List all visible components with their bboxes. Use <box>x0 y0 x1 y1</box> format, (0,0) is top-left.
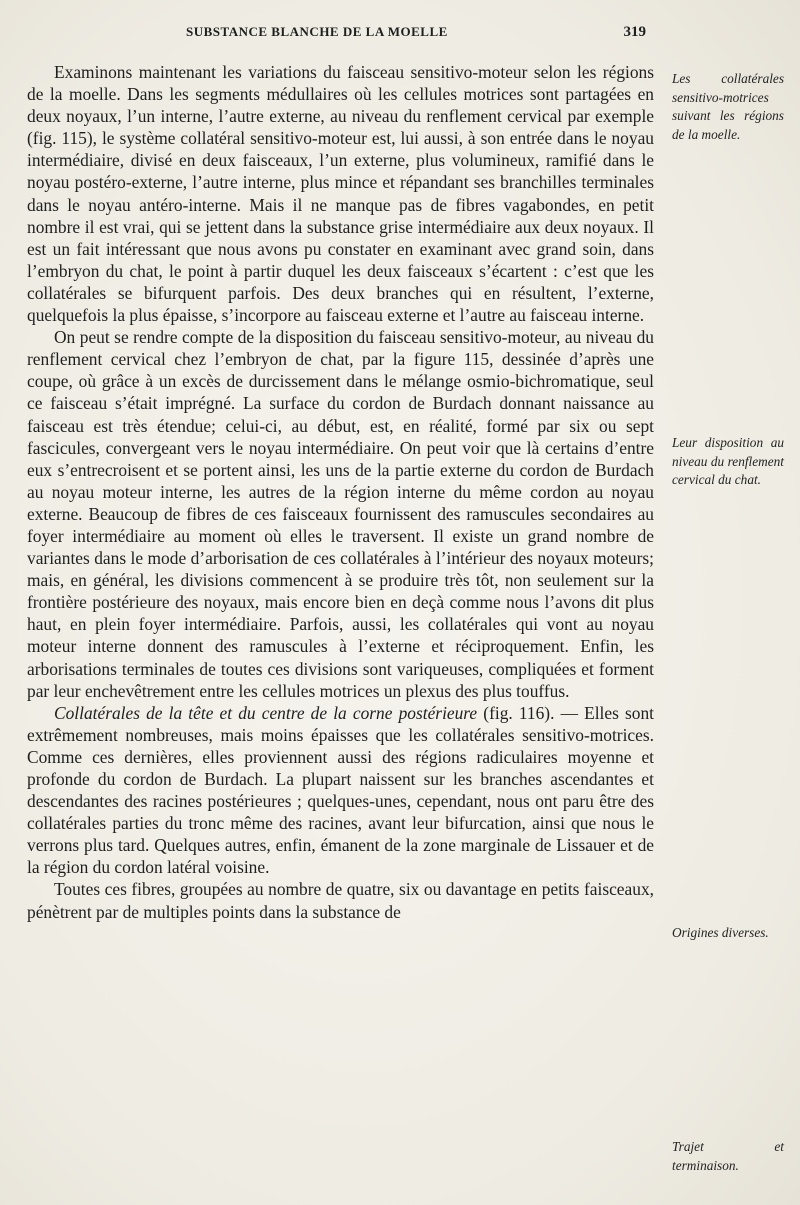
page-header <box>36 22 646 44</box>
margin-note-collaterales: Les collatérales sensitivo-motrices suivant les régions de la moelle. <box>672 71 784 142</box>
paragraph-variations <box>27 61 654 326</box>
paragraph-fibres <box>27 878 654 922</box>
paragraph-text: Examinons maintenant les variations du faisceau sensitivo-moteur selon les régions de la moelle. Dans les segments médullaires où les cellules motrices sont partagées en deux noyaux, l’un interne, l’autre externe, au niveau du renflement cervical par exemple (fig. 115), le système collatéral sensitivo-moteur est, lui aussi, à son entrée dans le noyau intermédiaire, divisé en deux faisceaux, l’un externe, plus volumineux, ramifié dans le noyau postéro-externe, l’autre interne, plus mince et répandant ses branchilles terminales dans le noyau antéro-interne. Mais il ne manque pas de fibres vagabondes, en petit nombre il est vrai, qui se jettent dans la substance grise intermédiaire aux deux noyaux. Il est un fait intéressant que nous avons pu constater en examinant avec grand soin, dans l’embryon du chat, le point à partir duquel les deux faisceaux s’écartent : c’est que les collatérales se bifurquent parfois. Des deux branches qui en résultent, l’externe, quelquefois la plus épaisse, s’incorpore au faisceau externe et l’autre au faisceau interne. <box>27 62 654 326</box>
main-text-column <box>27 61 654 923</box>
paragraph-text: Toutes ces fibres, groupées au nombre de quatre, six ou davantage en petits faisceaux, pénètrent par de multiples points dans la substance de <box>27 879 654 922</box>
margin-note-origines: Origines diverses. <box>672 925 769 940</box>
paragraph-collaterales-tete <box>27 702 654 879</box>
paragraph-text: (fig. 116). — Elles sont extrêmement nombreuses, mais moins épaisses que les collatérales sensitivo-motrices. Comme ces dernières, elles proviennent aussi des régions radiculaires moyenne et profonde du cordon de Burdach. La plupart naissent sur les branches ascendantes et descendantes des racines postérieures ; quelques-unes, cependant, nous ont paru être des collatérales parties du tronc même des racines, avant leur bifurcation, ainsi que nous le verrons plus tard. Quelques autres, enfin, émanent de la zone marginale de Lissauer et de la région du cordon latéral voisine. <box>27 702 654 878</box>
margin-note-trajet: Trajet et terminaison. <box>672 1139 784 1173</box>
margin-note-disposition: Leur disposition au niveau du renflement cervical du chat. <box>672 435 784 487</box>
section-heading-italic: Collatérales de la tête et du centre de la corne postérieure <box>54 702 478 723</box>
running-title: SUBSTANCE BLANCHE DE LA MOELLE <box>186 24 448 39</box>
paragraph-text: On peut se rendre compte de la disposition du faisceau sensitivo-moteur, au niveau du renflement cervical chez l’embryon de chat, par la figure 115, dessinée d’après une coupe, où grâce à un excès de durcissement dans le mélange osmio-bichromatique, seul ce faisceau s’était imprégné. La surface du cordon de Burdach donnant naissance au faisceau est très étendue; celui-ci, au début, est, en réalité, formé par six ou sept fascicules, convergeant vers le noyau intermédiaire. On peut voir que là certains d’entre eux s’entrecroisent et se portent ainsi, les uns de la partie externe du cordon de Burdach au noyau moteur interne, les autres de la région interne du même cordon au noyau externe. Beaucoup de fibres de ces faisceaux fournissent des ramuscules secondaires au foyer intermédiaire au moment où elles le traversent. Il existe un grand nombre de variantes dans le mode d’arborisation de ces collatérales à l’intérieur des noyaux moteurs; mais, en général, les divisions commencent à se produire très tôt, non seulement sur la frontière postérieure des noyaux, mais encore bien en deçà comme nous l’avons dit plus haut, en plein foyer intermédiaire. Parfois, aussi, les collatérales qui vont au noyau moteur interne donnent des ramuscules à l’externe et réciproquement. Enfin, les arborisations terminales de toutes ces divisions sont variqueuses, compliquées et forment par leur enchevêtrement entre les cellules motrices un plexus des plus touffus. <box>27 327 654 701</box>
page-number: 319 <box>623 24 646 40</box>
paragraph-disposition <box>27 326 654 702</box>
